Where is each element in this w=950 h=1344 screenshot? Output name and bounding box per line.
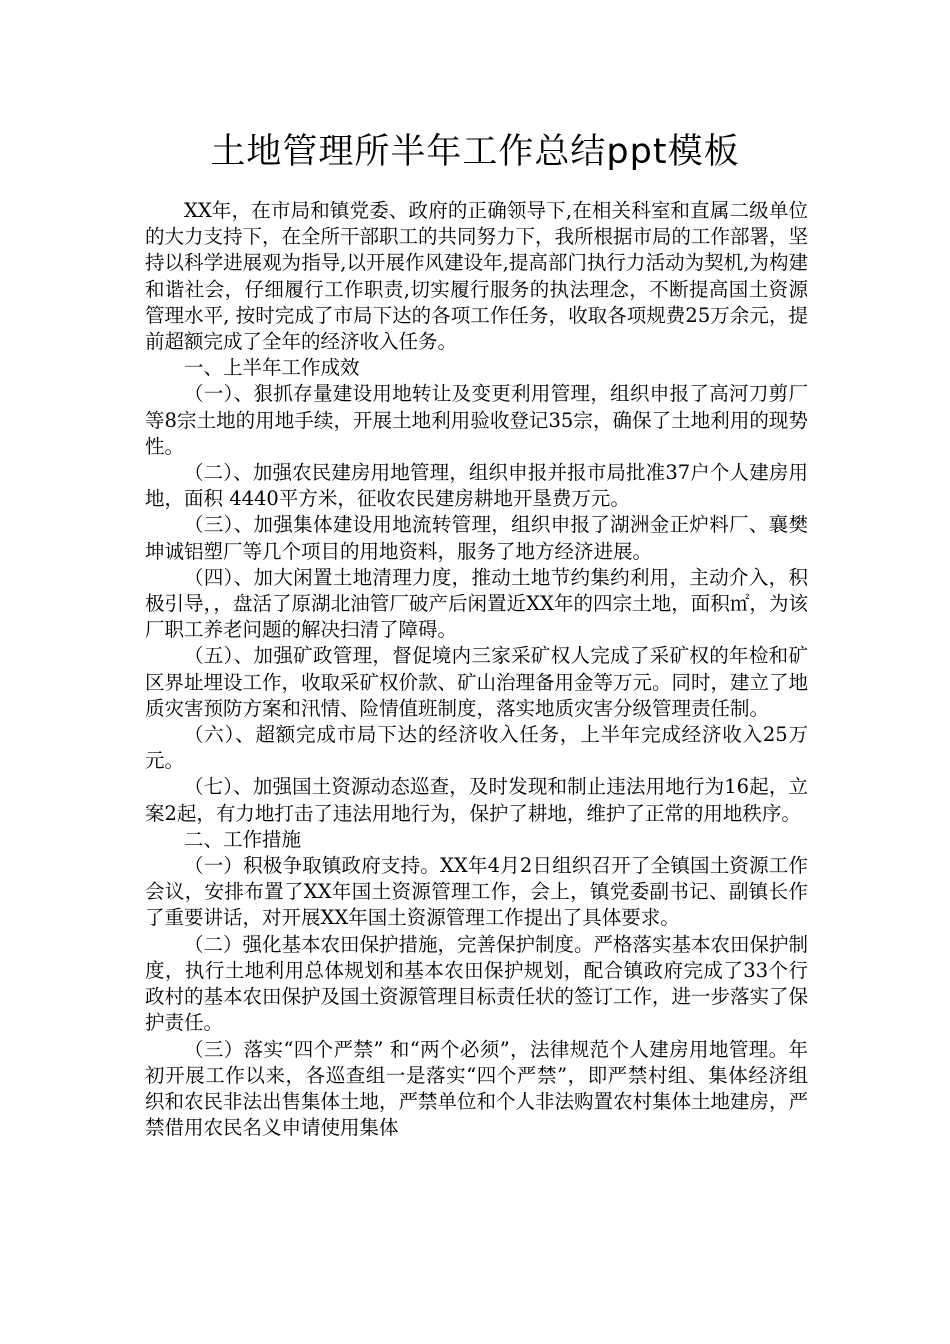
document-body — [145, 198, 808, 1141]
section-heading-measures: 二、工作措施 — [184, 827, 302, 851]
results-item-1: （一）、狠抓存量建设用地转让及变更利用管理，组织申报了高河刀剪厂等8宗土地的用地手续，开展土地利用验收登记35宗，确保了土地利用的现势性。 — [145, 382, 808, 458]
results-item-5: （五）、加强矿政管理，督促境内三家采矿权人完成了采矿权的年检和矿区界址埋设工作，收取采矿权价款、矿山治理备用金等万元。同时，建立了地质灾害预防方案和汛情、险情值班制度，落实地质灾害分级管理责任制。 — [145, 644, 809, 720]
results-item-7: （七）、加强国土资源动态巡查，及时发现和制止违法用地行为16起，立案2起，有力地打击了违法用地行为，保护了耕地，维护了正常的用地秩序。 — [145, 775, 808, 825]
measures-item-1: （一）积极争取镇政府支持。XX年4月2日组织召开了全镇国土资源工作会议，安排布置了XX年国土资源管理工作，会上，镇党委副书记、副镇长作了重要讲话，对开展XX年国土资源管理工作提出了具体要求。 — [145, 854, 808, 930]
intro-paragraph: XX年，在市局和镇党委、政府的正确领导下,在相关科室和直属二级单位的大力支持下，在全所干部职工的共同努力下，我所根据市局的工作部署，坚持以科学进展观为指导,以开展作风建设年,提高部门执行力活动为契机,为构建和谐社会，仔细履行工作职责,切实履行服务的执法理念，不断提高国土资源管理水平, 按时完成了市局下达的各项工作任务，收取各项规费25万余元，提前超额完成了全年的经济收入任务。 — [145, 199, 809, 354]
results-item-4: （四）、加大闲置土地清理力度，推动土地节约集约利用，主动介入，积极引导，，盘活了原湖北油管厂破产后闲置近XX年的四宗土地，面积㎡，为该厂职工养老问题的解决扫清了障碍。 — [145, 565, 808, 642]
measures-item-2: （二）强化基本农田保护措施，完善保护制度。严格落实基本农田保护制度，执行土地利用总体规划和基本农田保护规划，配合镇政府完成了33个行政村的基本农田保护及国土资源管理目标责任状的签订工作，进一步落实了保护责任。 — [145, 932, 809, 1035]
section-heading-results: 一、上半年工作成效 — [184, 356, 360, 380]
results-item-6: （六）、超额完成市局下达的经济收入任务，上半年完成经济收入25万元。 — [145, 723, 808, 773]
results-item-3: （三）、加强集体建设用地流转管理，组织申报了湖洲金正炉料厂、襄樊坤诚铝塑厂等几个项目的用地资料，服务了地方经济进展。 — [145, 513, 808, 563]
document-title: 土地管理所半年工作总结ppt模板 — [210, 132, 740, 172]
results-item-2: （二）、加强农民建房用地管理，组织申报并报市局批准37户个人建房用地，面积 4440平方米，征收农民建房耕地开垦费万元。 — [145, 461, 808, 511]
measures-item-3: （三）落实“四个严禁” 和“两个必须”，法律规范个人建房用地管理。年初开展工作以来，各巡查组一是落实“四个严禁”，即严禁村组、集体经济组织和农民非法出售集体土地，严禁单位和个人非法购置农村集体土地建房，严禁借用农民名义申请使用集体 — [145, 1037, 809, 1140]
